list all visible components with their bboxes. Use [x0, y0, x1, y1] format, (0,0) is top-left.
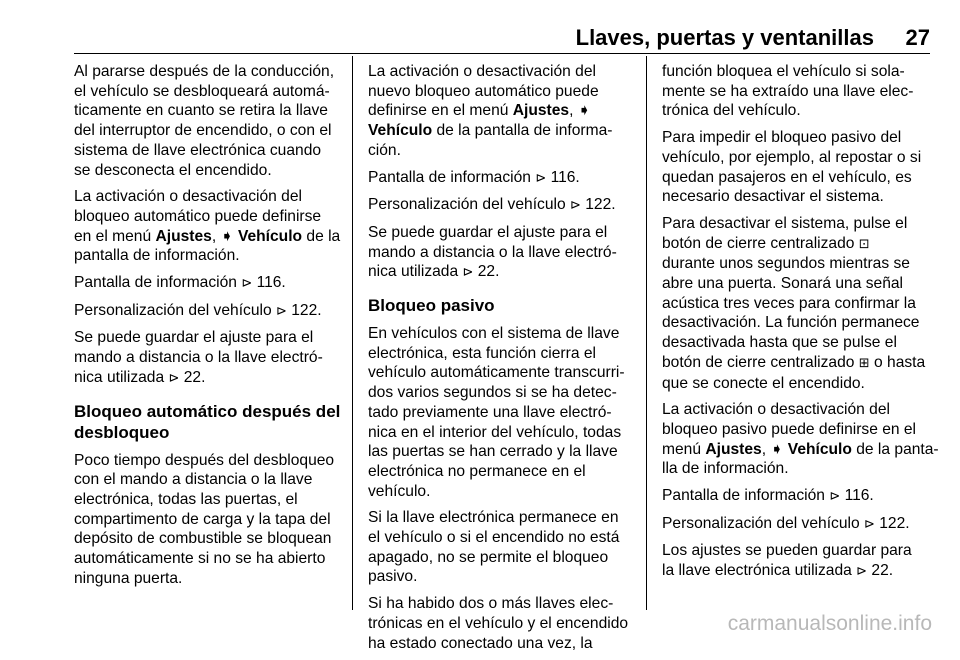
reference-arrow-icon: ⊳	[275, 303, 287, 319]
watermark: carmanualsonline.info	[727, 612, 932, 635]
reference-arrow-icon: ⊳	[829, 489, 841, 505]
menu-vehiculo: Vehículo	[368, 122, 433, 140]
page-ref: 22.	[183, 368, 206, 386]
page-ref: 22.	[477, 263, 500, 281]
column-3	[662, 62, 938, 589]
paragraph: Se puede guardar el ajuste para el mando a distancia o la llave electró‐ nica utilizada ⊳ 22.	[368, 223, 617, 281]
cross-reference: Pantalla de información ⊳ 116.	[662, 487, 874, 505]
page-number: 27	[905, 25, 930, 50]
paragraph: Los ajustes se pueden guardar para la llave electrónica utilizada ⊳ 22.	[662, 542, 912, 580]
menu-ajustes: Ajustes	[705, 440, 762, 458]
central-lock-open-icon: ⊡	[858, 236, 870, 252]
page-ref: 22.	[871, 562, 894, 580]
header-rule	[74, 53, 930, 54]
menu-ajustes: Ajustes	[512, 102, 570, 120]
column-1	[74, 62, 348, 595]
header-title: Llaves, puertas y ventanillas	[575, 25, 874, 50]
cross-reference: Personalización del vehículo ⊳ 122.	[662, 514, 910, 532]
cross-reference: Pantalla de información ⊳ 116.	[74, 274, 286, 292]
page-ref: 122.	[585, 196, 616, 214]
menu-arrow-icon: ➧	[577, 102, 591, 120]
menu-vehiculo: Vehículo	[787, 440, 852, 458]
column-2	[368, 62, 642, 660]
page-ref: 122.	[291, 301, 322, 319]
paragraph: Al pararse después de la conducción, el vehículo se desbloqueará automá‐ ticamente en cuanto se retira la llave del interruptor de encendido, o con el sistema de llave electrónica cuando se desconecta el encendido.	[74, 63, 335, 179]
reference-arrow-icon: ⊳	[535, 170, 547, 186]
section-heading: Bloqueo pasivo	[368, 296, 495, 316]
reference-arrow-icon: ⊳	[569, 198, 581, 214]
page-ref: 116.	[844, 487, 874, 505]
menu-arrow-icon: ➧	[220, 227, 234, 245]
menu-vehiculo: Vehículo	[237, 227, 303, 245]
reference-arrow-icon: ⊳	[863, 516, 875, 532]
reference-arrow-icon: ⊳	[241, 276, 253, 292]
paragraph: En vehículos con el sistema de llave electrónica, esta función cierra el vehículo automáticamente transcurri‐ dos varios segundos si se ha detec‐ tado previamente una llave electró‐ nica en el interior del vehículo, todas las puertas se han cerrado y la llave electrónica no permanece en el vehículo.	[368, 325, 625, 500]
reference-arrow-icon: ⊳	[856, 564, 868, 580]
paragraph: Poco tiempo después del desbloqueo con el mando a distancia o la llave electrónica, todas las puertas, el compartimento de carga y la tapa del depósito de combustible se bloquean automáticamente si no se ha abierto ninguna puerta.	[74, 451, 335, 587]
paragraph: Si la llave electrónica permanece en el vehículo o si el encendido no está apagado, no se permite el bloqueo pasivo.	[368, 509, 620, 586]
paragraph: Para impedir el bloqueo pasivo del vehículo, por ejemplo, al repostar o si quedan pasajeros en el vehículo, es necesario desactivar el sistema.	[662, 129, 922, 206]
page-ref: 122.	[879, 514, 910, 532]
reference-arrow-icon: ⊳	[462, 265, 474, 281]
menu-ajustes: Ajustes	[155, 227, 212, 245]
column-divider-2	[646, 56, 647, 610]
cross-reference: Personalización del vehículo ⊳ 122.	[74, 301, 322, 319]
paragraph: La activación o desactivación del nuevo bloqueo automático puede definirse en el menú Ajustes, ➧ Vehículo de la pantalla de informa‐ ción.	[368, 63, 613, 159]
paragraph: Para desactivar el sistema, pulse el botón de cierre centralizado ⊡ durante unos segundos mientras se abre una puerta. Sonará una señal acústica tres veces para confirmar la desactivación. La función permanece desactivada hasta que se pulse el botón de cierre centralizado ⊞ o hasta que se conecte el encendido.	[662, 214, 926, 392]
menu-arrow-icon: ➧	[770, 440, 784, 458]
cross-reference: Personalización del vehículo ⊳ 122.	[368, 196, 616, 214]
central-lock-closed-icon: ⊞	[858, 355, 870, 371]
section-heading: Bloqueo automático después del desbloqueo	[74, 401, 341, 442]
page-ref: 116.	[550, 168, 580, 186]
page-header	[74, 26, 930, 50]
paragraph: Si ha habido dos o más llaves elec‐ trónicas en el vehículo y el encendido ha estado conectado una vez, la	[368, 595, 629, 652]
paragraph: función bloquea el vehículo si sola‐ mente se ha extraído una llave elec‐ trónica del vehículo.	[662, 63, 914, 120]
page-ref: 116.	[256, 274, 286, 292]
paragraph: La activación o desactivación del bloqueo pasivo puede definirse en el menú Ajustes, ➧ Vehículo de la panta‐ lla de información.	[662, 401, 939, 478]
cross-reference: Pantalla de información ⊳ 116.	[368, 168, 580, 186]
reference-arrow-icon: ⊳	[168, 370, 180, 386]
paragraph: La activación o desactivación del bloqueo automático puede definirse en el menú Ajustes, ➧ Vehículo de la pantalla de información.	[74, 188, 341, 265]
column-divider-1	[352, 56, 353, 610]
paragraph: Se puede guardar el ajuste para el mando a distancia o la llave electró‐ nica utilizada ⊳ 22.	[74, 329, 323, 386]
